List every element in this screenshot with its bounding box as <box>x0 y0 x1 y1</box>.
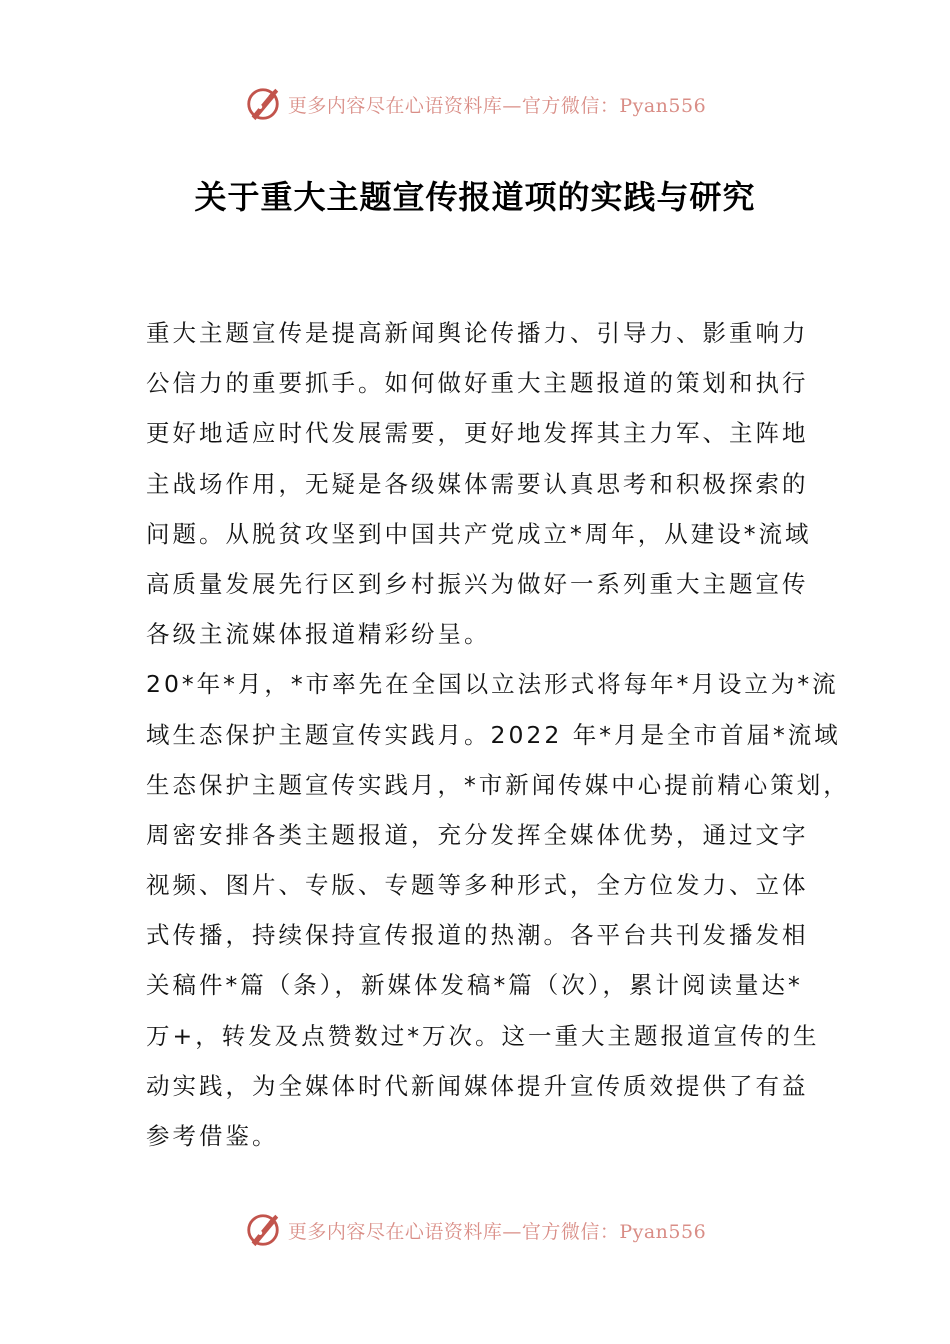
body-line: 视频、图片、专版、专题等多种形式，全方位发力、立体 <box>146 871 809 900</box>
body-line: 公信力的重要抓手。如何做好重大主题报道的策划和执行 <box>146 369 809 398</box>
body-line: 式传播，持续保持宣传报道的热潮。各平台共刊发播发相 <box>146 921 809 950</box>
body-line: 动实践，为全媒体时代新闻媒体提升宣传质效提供了有益 <box>146 1071 809 1100</box>
body-line: 生态保护主题宣传实践月，*市新闻传媒中心提前精心策划， <box>146 770 850 799</box>
footer-watermark <box>0 1210 950 1250</box>
body-line: 参考借鉴。 <box>146 1122 279 1150</box>
watermark-text: 更多内容尽在心语资料库—官方微信：Pyan556 <box>287 94 707 117</box>
document-body <box>146 308 850 1161</box>
header-watermark <box>0 84 950 124</box>
body-line: 更好地适应时代发展需要，更好地发挥其主力军、主阵地 <box>146 419 809 448</box>
body-line: 关稿件*篇（条），新媒体发稿*篇（次），累计阅读量达* <box>146 971 803 1000</box>
body-line: 周密安排各类主题报道，充分发挥全媒体优势，通过文字 <box>146 820 809 849</box>
body-line: 20*年*月，*市率先在全国以立法形式将每年*月设立为*流 <box>146 670 839 699</box>
body-line: 域生态保护主题宣传实践月。2022 年*月是全市首届*流域 <box>146 720 841 749</box>
pen-logo-icon <box>244 1211 282 1249</box>
body-line: 主战场作用，无疑是各级媒体需要认真思考和积极探索的 <box>146 469 809 498</box>
body-line: 重大主题宣传是提高新闻舆论传播力、引导力、影重响力 <box>146 319 809 347</box>
body-line: 各级主流媒体报道精彩纷呈。 <box>146 620 491 649</box>
pen-logo-icon <box>244 85 282 123</box>
body-line: 万+，转发及点赞数过*万次。这一重大主题报道宣传的生 <box>146 1021 820 1050</box>
document-title: 关于重大主题宣传报道项的实践与研究 <box>194 178 756 216</box>
body-line: 高质量发展先行区到乡村振兴为做好一系列重大主题宣传 <box>146 569 809 598</box>
body-line: 问题。从脱贫攻坚到中国共产党成立*周年，从建设*流域 <box>146 519 812 548</box>
watermark-text: 更多内容尽在心语资料库—官方微信：Pyan556 <box>287 1220 707 1243</box>
